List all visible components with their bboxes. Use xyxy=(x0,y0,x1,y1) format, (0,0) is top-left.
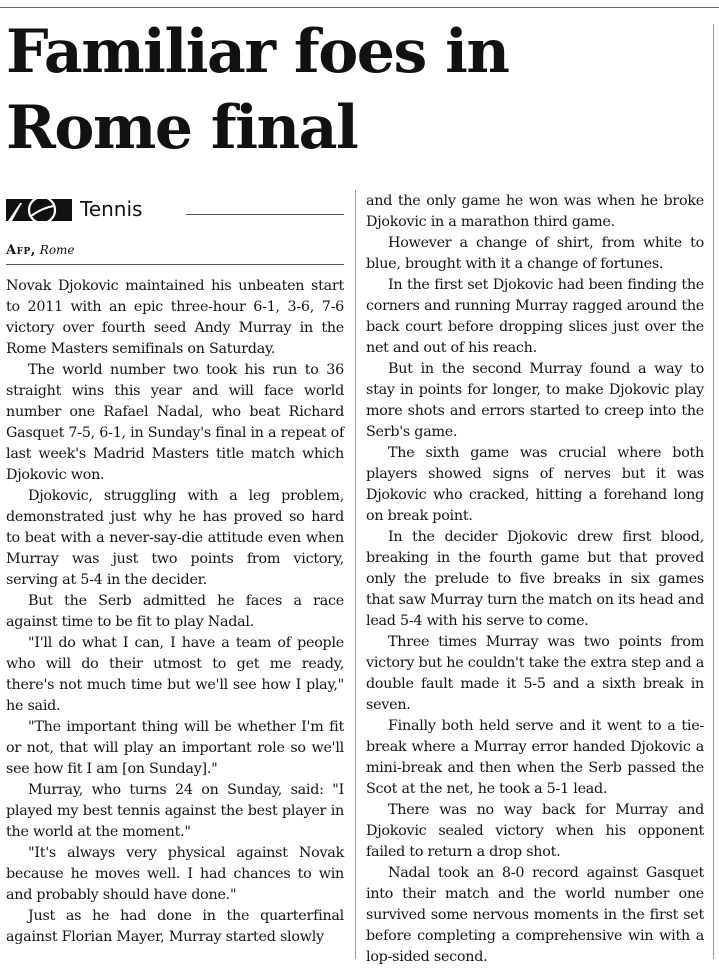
section-rule xyxy=(186,214,344,215)
paragraph: The world number two took his run to 36 straight wins this year and will face world number one Rafael Nadal, who beat Richard Gasquet 7-5, 6-1, in Sunday's final in a repeat of last week's Madrid Masters title match which Djokovic won. xyxy=(6,362,344,483)
paragraph: Djokovic, struggling with a leg problem, demonstrated just why he has proved so hard to beat with a never-say-die attitude even when Murray was just two points from victory, serving at 5-4 in the decider. xyxy=(6,488,344,588)
paragraph: "It's always very physical against Novak because he moves well. I had chances to win and probably should have done." xyxy=(6,845,344,903)
paragraph: There was no way back for Murray and Djokovic sealed victory when his opponent failed to return a drop shot. xyxy=(366,802,704,860)
right-column-rule xyxy=(713,24,714,959)
section-label: Tennis xyxy=(80,197,143,221)
paragraph: Three times Murray was two points from victory but he couldn't take the extra step and a double fault made it 5-5 and a sixth break in seven. xyxy=(366,634,704,713)
paragraph: Nadal took an 8-0 record against Gasquet into their match and the world number one survived some nervous moments in the first set before completing a comprehensive win with a lop-sided second. xyxy=(366,865,704,965)
article-column-left xyxy=(6,276,344,948)
paragraph: But the Serb admitted he faces a race against time to be fit to play Nadal. xyxy=(6,593,344,630)
paragraph: But in the second Murray found a way to stay in points for longer, to make Djokovic play more shots and errors started to creep into the Serb's game. xyxy=(366,361,704,440)
top-rule xyxy=(0,7,719,8)
paragraph: "I'll do what I can, I have a team of people who will do their utmost to get me ready, there's not much time but we'll see how I play," he said. xyxy=(6,635,344,714)
byline xyxy=(6,242,75,259)
paragraph: Finally both held serve and it went to a tie-break where a Murray error handed Djokovic a mini-break and then when the Serb passed the Scot at the net, he took a 5-1 lead. xyxy=(366,718,704,797)
paragraph: and the only game he won was when he broke Djokovic in a marathon third game. xyxy=(366,193,704,230)
paragraph: Novak Djokovic maintained his unbeaten start to 2011 with an epic three-hour 6-1, 3-6, 7-6 victory over fourth seed Andy Murray in the Rome Masters semifinals on Saturday. xyxy=(6,278,344,357)
article-column-right xyxy=(366,191,704,968)
byline-agency: Afp, xyxy=(6,243,36,258)
paragraph: "The important thing will be whether I'm fit or not, that will play an important role so we'll see how fit I am [on Sunday]." xyxy=(6,719,344,777)
byline-location: Rome xyxy=(39,243,75,257)
paragraph: Murray, who turns 24 on Sunday, said: "I played my best tennis against the best player in the world at the moment." xyxy=(6,782,344,840)
headline: Familiar foes in Rome final xyxy=(6,17,509,163)
paragraph: However a change of shirt, from white to blue, brought with it a change of fortunes. xyxy=(366,235,704,272)
byline-rule xyxy=(6,264,344,265)
paragraph: In the decider Djokovic drew first blood, breaking in the fourth game but that proved only the prelude to five breaks in six games that saw Murray turn the match on its head and lead 5-4 with his serve to come. xyxy=(366,529,704,629)
column-divider xyxy=(355,190,356,959)
paragraph: In the first set Djokovic had been finding the corners and running Murray ragged around the back court before dropping slices just over the net and out of his reach. xyxy=(366,277,704,356)
section-header xyxy=(6,196,344,226)
paragraph: Just as he had done in the quarterfinal against Florian Mayer, Murray started slowly xyxy=(6,908,344,945)
paragraph: The sixth game was crucial where both players showed signs of nerves but it was Djokovic who cracked, hitting a forehand long on break point. xyxy=(366,445,704,524)
tennis-ball-icon xyxy=(6,199,72,221)
